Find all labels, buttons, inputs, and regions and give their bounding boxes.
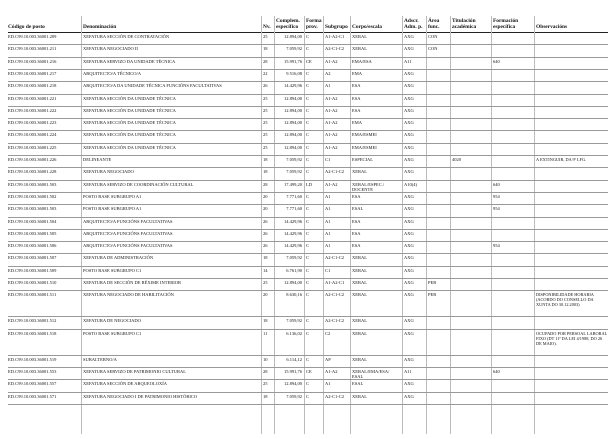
cell-area: PER	[428, 280, 437, 285]
cell-complemento: 6.761,90	[286, 267, 302, 273]
cell-codigo: ED.C99.10.003.36001.223	[8, 120, 57, 126]
cell-codigo: ED.C99.10.003.36001.571	[8, 393, 57, 399]
cell-subgrupo: A1-A2	[325, 107, 338, 113]
cell-corpo: EMA/ESA	[352, 58, 372, 64]
header-nivel: Nv.	[263, 24, 271, 30]
cell-forma: C	[306, 70, 310, 76]
cell-nivel: 20	[263, 193, 268, 199]
cell-denominacion: XEFATURA SECCIÓN DA UNIDADE TÉCNICA	[83, 132, 176, 138]
cell-denominacion: ARQUITECTO/A FUNCIÓNS FACULTATIVAS	[83, 230, 173, 236]
cell-nivel: 25	[263, 107, 268, 113]
cell-nivel: 14	[263, 267, 268, 273]
cell-subgrupo: AP	[325, 356, 331, 362]
cell-denominacion: XEFATURA NEGOCIADO I DE PATRIMONIO HISTÓRICO	[83, 393, 198, 399]
cell-corpo: XERAL	[352, 267, 367, 273]
table-row	[0, 69, 615, 81]
cell-corpo: EMA	[352, 120, 362, 126]
cell-nivel: 18	[263, 169, 268, 175]
cell-codigo: ED.C99.10.003.36001.504	[8, 218, 57, 224]
cell-forma: C	[306, 95, 310, 101]
cell-adscricion: AXG	[404, 255, 414, 261]
cell-forma: C	[306, 393, 310, 399]
cell-subgrupo: A1-A2	[325, 58, 338, 64]
cell-adscricion: AXG	[404, 132, 414, 138]
cell-forma: C	[306, 169, 310, 175]
cell-denominacion: XEFATURA SERVIZO DA UNIDADE TÉCNICA	[83, 58, 176, 64]
cell-subgrupo: A1-A2-C1	[325, 34, 345, 39]
header-adscricion-1: Adscr.	[404, 17, 419, 24]
cell-complemento: 14.429,96	[284, 243, 302, 249]
cell-codigo: ED.C99.10.003.36001.222	[8, 107, 57, 113]
table-row	[0, 392, 615, 404]
table-row	[0, 278, 615, 290]
cell-denominacion: POSTO BASE SUBGRUPO A1	[83, 206, 142, 212]
cell-forma: C	[306, 83, 310, 89]
cell-codigo: ED.C99.10.003.36001.209	[8, 34, 57, 39]
cell-nivel: 26	[263, 218, 268, 224]
cell-forma: C	[306, 120, 310, 126]
cell-denominacion: POSTO BASE SUBGRUPO C1	[83, 267, 142, 273]
header-observacions: Observacións	[536, 24, 568, 30]
cell-denominacion: XEFATURA SECCIÓN DE ARQUEOLOXÍA	[83, 381, 168, 387]
cell-complemento: 14.429,96	[284, 230, 302, 236]
cell-subgrupo: A1-A2	[325, 132, 338, 138]
cell-corpo: ESAL	[352, 381, 364, 387]
cell-denominacion: XEFATURA SECCIÓN DA UNIDADE TÉCNICA	[83, 144, 176, 150]
cell-nivel: 25	[263, 144, 268, 150]
cell-subgrupo: A1-A2	[325, 368, 338, 374]
cell-denominacion: XEFATURA NEGOCIADO DE HABILITACIÓN	[83, 292, 174, 298]
cell-nivel: 18	[263, 318, 268, 324]
cell-adscricion: AXG	[404, 318, 414, 324]
table-row	[0, 81, 615, 93]
cell-subgrupo: A1	[325, 83, 331, 89]
cell-denominacion: XEFATURA DE SECCIÓN DE RÉXIME INTERIOR	[83, 280, 182, 285]
cell-nivel: 28	[263, 58, 268, 64]
cell-denominacion: POSTO BASE SUBGRUPO A1	[83, 193, 142, 199]
cell-nivel: 22	[263, 70, 268, 76]
cell-corpo: XERAL/EMA/ESA/ ESAL	[352, 368, 390, 380]
cell-codigo: ED.C99.10.003.36001.503	[8, 181, 57, 187]
cell-complemento: 7.059,92	[286, 255, 302, 261]
cell-corpo: ESA	[352, 83, 361, 89]
cell-codigo: ED.C99.10.003.36001.226	[8, 157, 57, 162]
cell-corpo: ESAL	[352, 206, 364, 212]
cell-nivel: 10	[263, 356, 268, 362]
cell-codigo: ED.C99.10.003.36001.518	[8, 330, 57, 336]
cell-nivel: 25	[263, 280, 268, 285]
row-divider	[8, 404, 608, 405]
cell-adscricion: AXG	[404, 330, 414, 336]
cell-subgrupo: A2-C1-C2	[325, 318, 344, 324]
cell-forma: C	[306, 292, 310, 298]
cell-subgrupo: A1-A2-C1	[325, 280, 345, 285]
table-row	[0, 290, 615, 316]
cell-codigo: ED.C99.10.003.36001.506	[8, 243, 57, 249]
cell-nivel: 18	[263, 255, 268, 261]
header-forma-1: Forma	[306, 17, 322, 24]
cell-subgrupo: A1	[325, 218, 331, 224]
cell-codigo: ED.C99.10.003.36001.557	[8, 381, 57, 387]
table-row	[0, 94, 615, 106]
cell-subgrupo: A1	[325, 243, 331, 249]
cell-nivel: 18	[263, 46, 268, 52]
cell-denominacion: XEFATURA DE NEGOCIADO	[83, 318, 141, 324]
cell-complemento: 12.894,00	[284, 95, 302, 101]
cell-nivel: 25	[263, 120, 268, 126]
cell-forma: C	[306, 144, 310, 150]
cell-adscricion: A11	[404, 58, 412, 64]
cell-nivel: 20	[263, 206, 268, 212]
cell-corpo: XERAL	[352, 34, 367, 39]
header-titulacion-2: académica	[452, 24, 477, 30]
cell-adscricion: AXG	[404, 230, 414, 236]
cell-forma: CE	[306, 58, 312, 64]
cell-formacion: 640	[493, 58, 500, 64]
cell-codigo: ED.C99.10.003.36001.553	[8, 368, 57, 374]
cell-corpo: ESPECIAL	[352, 157, 374, 162]
table-row	[0, 379, 615, 391]
cell-corpo: XERAL/ESPEC./ DOCENTE	[352, 181, 385, 193]
cell-codigo: ED.C99.10.003.36001.218	[8, 83, 57, 89]
cell-forma: C	[306, 157, 310, 162]
cell-denominacion: ARQUITECTO/A TÉCNICO/A	[83, 70, 141, 76]
cell-codigo: ED.C99.10.003.36001.510	[8, 280, 57, 285]
table-row	[0, 229, 615, 241]
cell-corpo: ESA	[352, 95, 361, 101]
cell-adscricion: AXG	[404, 70, 414, 76]
cell-complemento: 14.429,96	[284, 83, 302, 89]
table-row	[0, 106, 615, 118]
cell-codigo: ED.C99.10.003.36001.211	[8, 46, 57, 52]
cell-corpo: XERAL	[352, 46, 367, 52]
cell-complemento: 9.516,08	[286, 70, 302, 76]
cell-subgrupo: A2	[325, 70, 331, 76]
cell-formacion: 954	[493, 206, 500, 212]
cell-corpo: EMA	[352, 70, 362, 76]
cell-corpo: XERAL	[352, 330, 367, 336]
cell-denominacion: XEFATURA SECCIÓN DA UNIDADE TÉCNICA	[83, 107, 176, 113]
cell-forma: C	[306, 356, 310, 362]
cell-complemento: 7.059,92	[286, 318, 302, 324]
cell-corpo: XERAL	[352, 393, 367, 399]
header-forma-2: prov.	[306, 24, 318, 30]
cell-forma: C	[306, 34, 310, 39]
table-row	[0, 180, 615, 192]
cell-codigo: ED.C99.10.003.36001.221	[8, 95, 57, 101]
cell-adscricion: AXG	[404, 267, 414, 273]
cell-titulacion: 4020	[452, 157, 461, 162]
cell-nivel: 11	[263, 330, 268, 336]
cell-complemento: 7.059,92	[286, 169, 302, 175]
table-row	[0, 44, 615, 56]
cell-subgrupo: A2-C1-C2	[325, 46, 344, 52]
cell-complemento: 6.114,12	[286, 356, 302, 362]
cell-codigo: ED.C99.10.003.36001.511	[8, 292, 57, 298]
cell-forma: C	[306, 280, 310, 285]
cell-corpo: ESA	[352, 107, 361, 113]
cell-subgrupo: A1	[325, 381, 331, 387]
cell-forma: C	[306, 206, 310, 212]
table-row	[0, 217, 615, 229]
table-row	[0, 57, 615, 69]
cell-codigo: ED.C99.10.003.36001.509	[8, 267, 57, 273]
cell-denominacion: ARQUITECTO/A FUNCIÓNS FACULTATIVAS	[83, 218, 173, 224]
cell-subgrupo: A1	[325, 193, 331, 199]
cell-complemento: 12.894,00	[284, 144, 302, 150]
cell-corpo: XERAL	[352, 356, 367, 362]
cell-complemento: 7.771,60	[286, 193, 302, 199]
header-complemento-2: específico	[276, 24, 299, 30]
cell-subgrupo: A2-C1-C2	[325, 255, 344, 261]
cell-forma: C	[306, 255, 310, 261]
cell-complemento: 7.771,60	[286, 206, 302, 212]
cell-codigo: ED.C99.10.003.36001.507	[8, 255, 57, 261]
header-complemento-1: Complem.	[276, 17, 300, 24]
table-row	[0, 32, 615, 44]
cell-denominacion: SUBALTERNO/A	[83, 356, 117, 362]
cell-adscricion: AXG	[404, 34, 414, 39]
cell-complemento: 7.059,92	[286, 157, 302, 162]
cell-codigo: ED.C99.10.003.36001.502	[8, 193, 57, 199]
table-row	[0, 367, 615, 379]
cell-adscricion: AXG	[404, 46, 414, 52]
cell-complemento: 17.499,20	[284, 181, 302, 187]
cell-adscricion: AXG	[404, 107, 414, 113]
cell-subgrupo: C1	[325, 267, 331, 273]
cell-adscricion: A10(4)	[404, 181, 417, 187]
cell-nivel: 18	[263, 157, 268, 162]
cell-denominacion: XEFATURA SECCIÓN DA UNIDADE TÉCNICA	[83, 120, 176, 126]
cell-denominacion: XEFATURA SECCIÓN DA UNIDADE TÉCNICA	[83, 95, 176, 101]
header-formacion-1: Formación	[493, 17, 519, 24]
header-formacion-2: específica	[493, 24, 516, 30]
cell-forma: C	[306, 318, 310, 324]
cell-denominacion: XEFATURA NEGOCIADO II	[83, 46, 138, 52]
header-area-1: Área	[428, 17, 440, 24]
cell-forma: C	[306, 218, 310, 224]
cell-subgrupo: A1-A2	[325, 144, 338, 150]
cell-corpo: XERAL	[352, 318, 367, 324]
cell-forma: C	[306, 230, 310, 236]
cell-forma: C	[306, 267, 310, 273]
cell-codigo: ED.C99.10.003.36001.224	[8, 132, 57, 138]
cell-subgrupo: A1-A2	[325, 95, 338, 101]
cell-denominacion: POSTO BASE SUBGRUPO C1	[83, 330, 142, 336]
cell-complemento: 6.136,02	[286, 330, 302, 336]
cell-adscricion: AXG	[404, 381, 414, 387]
cell-complemento: 15.991,76	[284, 368, 302, 374]
cell-complemento: 15.991,76	[284, 58, 302, 64]
cell-adscricion: AXG	[404, 144, 414, 150]
cell-complemento: 12.894,00	[284, 381, 302, 387]
cell-forma: C	[306, 193, 310, 199]
header-corpo: Corpo/escala	[352, 24, 382, 30]
cell-nivel: 20	[263, 292, 268, 298]
cell-area: PER	[428, 292, 437, 298]
cell-codigo: ED.C99.10.003.36001.217	[8, 70, 57, 76]
cell-denominacion: XEFATURA SERVIZO DE COORDINACIÓN CULTURAL	[83, 181, 194, 187]
table-row	[0, 130, 615, 142]
cell-nivel: 25	[263, 34, 268, 39]
cell-denominacion: XEFATURA SECCIÓN DE CONTRATACIÓN	[83, 34, 170, 39]
header-codigo: Código de posto	[8, 24, 45, 30]
table-row	[0, 118, 615, 130]
cell-subgrupo: C2	[325, 330, 331, 336]
cell-denominacion: XEFATURA DE ADMINISTRACIÓN	[83, 255, 154, 261]
cell-forma: C	[306, 132, 310, 138]
cell-adscricion: AXG	[404, 356, 414, 362]
cell-nivel: 26	[263, 243, 268, 249]
cell-forma: C	[306, 381, 310, 387]
cell-forma: C	[306, 330, 310, 336]
cell-nivel: 25	[263, 132, 268, 138]
cell-corpo: ESA	[352, 193, 361, 199]
cell-forma: LD	[306, 181, 312, 187]
cell-codigo: ED.C99.10.003.36001.503	[8, 206, 57, 212]
cell-forma: CE	[306, 368, 312, 374]
cell-subgrupo: C1	[325, 157, 331, 162]
cell-nivel: 18	[263, 393, 268, 399]
table-row	[0, 316, 615, 328]
cell-subgrupo: A2-C1-C2	[325, 292, 344, 298]
cell-adscricion: AXG	[404, 95, 414, 101]
header-adscricion-2: Adm. p.	[404, 24, 423, 30]
cell-subgrupo: A2-C1-C2	[325, 393, 344, 399]
cell-subgrupo: A2-C1-C2	[325, 169, 344, 175]
cell-area: CON	[428, 34, 438, 39]
cell-corpo: XERAL	[352, 280, 367, 285]
cell-adscricion: AXG	[404, 206, 414, 212]
cell-corpo: XERAL	[352, 169, 367, 175]
cell-corpo: EMA/ESMEI	[352, 132, 377, 138]
cell-complemento: 12.894,00	[284, 280, 302, 285]
cell-adscricion: A11	[404, 368, 412, 374]
table-row	[0, 143, 615, 155]
cell-complemento: 12.894,00	[284, 107, 302, 113]
table-row	[0, 204, 615, 216]
cell-complemento: 7.059,92	[286, 46, 302, 52]
cell-corpo: EMA/ESMEI	[352, 144, 377, 150]
header-area-2: func.	[428, 24, 440, 30]
cell-observacions: A EXTINGUIR, DA 9ª LFG.	[536, 157, 587, 162]
cell-adscricion: AXG	[404, 243, 414, 249]
cell-subgrupo: A1-A2	[325, 181, 338, 187]
table-row	[0, 241, 615, 253]
cell-codigo: ED.C99.10.003.36001.216	[8, 58, 57, 64]
cell-nivel: 26	[263, 83, 268, 89]
cell-denominacion: DELINEANTE	[83, 157, 112, 162]
cell-forma: C	[306, 243, 310, 249]
cell-formacion: 640	[493, 368, 500, 374]
cell-denominacion: XEFATURA NEGOCIADO	[83, 169, 134, 175]
cell-corpo: ESA	[352, 218, 361, 224]
cell-adscricion: AXG	[404, 393, 414, 399]
cell-nivel: 25	[263, 95, 268, 101]
cell-area: CON	[428, 46, 438, 52]
cell-adscricion: AXG	[404, 218, 414, 224]
cell-complemento: 12.894,00	[284, 34, 302, 39]
cell-codigo: ED.C99.10.003.36001.225	[8, 144, 57, 150]
cell-adscricion: AXG	[404, 157, 414, 162]
cell-denominacion: XEFATURA SERVIZO DE PATRIMONIO CULTURAL	[83, 368, 186, 374]
cell-complemento: 8.630,16	[286, 292, 302, 298]
header-titulacion-1: Titulación	[452, 17, 476, 24]
cell-denominacion: ARQUITECTO/A DA UNIDADE TÉCNICA FUNCIÓNS FACULTATIVAS	[83, 83, 222, 89]
cell-corpo: XERAL	[352, 292, 367, 298]
cell-nivel: 28	[263, 368, 268, 374]
cell-nivel: 28	[263, 181, 268, 187]
header-subgrupo: Subgrupo	[325, 24, 348, 30]
cell-subgrupo: A1	[325, 206, 331, 212]
cell-complemento: 7.059,92	[286, 393, 302, 399]
cell-corpo: ESA	[352, 230, 361, 236]
cell-formacion: 640	[493, 181, 500, 187]
table-row	[0, 167, 615, 179]
cell-formacion: 954	[493, 193, 500, 199]
cell-codigo: ED.C99.10.003.36001.228	[8, 169, 57, 175]
table-row	[0, 155, 615, 167]
cell-adscricion: AXG	[404, 280, 414, 285]
table-row	[0, 253, 615, 265]
cell-forma: C	[306, 107, 310, 113]
cell-corpo: ESA	[352, 243, 361, 249]
cell-observacions: OCUPADO POR PERSOAL LABORAL FIXO (DT 11ª DA LEI 4/1988, DO 26 DE MAIO).	[536, 330, 608, 346]
cell-adscricion: AXG	[404, 120, 414, 126]
cell-adscricion: AXG	[404, 83, 414, 89]
cell-adscricion: AXG	[404, 193, 414, 199]
cell-subgrupo: A1	[325, 230, 331, 236]
cell-complemento: 12.894,00	[284, 120, 302, 126]
header-denominacion: Denominación	[83, 24, 117, 30]
table-row	[0, 355, 615, 367]
cell-adscricion: AXG	[404, 292, 414, 298]
cell-forma: C	[306, 46, 310, 52]
cell-adscricion: AXG	[404, 169, 414, 175]
cell-subgrupo: A1-A2	[325, 120, 338, 126]
cell-corpo: XERAL	[352, 255, 367, 261]
cell-complemento: 12.894,00	[284, 132, 302, 138]
table-row	[0, 329, 615, 355]
table-row	[0, 266, 615, 278]
cell-denominacion: ARQUITECTO/A FUNCIÓNS FACULTATIVAS	[83, 243, 173, 249]
cell-observacions: DISPONIBILIDADE HORARIA (ACORDO DO CONSELLO DA XUNTA DO 30.12.2003)	[536, 292, 594, 308]
cell-nivel: 26	[263, 230, 268, 236]
cell-codigo: ED.C99.10.003.36001.512	[8, 318, 57, 324]
cell-formacion: 954	[493, 243, 500, 249]
cell-nivel: 25	[263, 381, 268, 387]
cell-complemento: 14.429,96	[284, 218, 302, 224]
cell-codigo: ED.C99.10.003.36001.505	[8, 230, 57, 236]
cell-codigo: ED.C99.10.003.36001.519	[8, 356, 57, 362]
table-row	[0, 192, 615, 204]
